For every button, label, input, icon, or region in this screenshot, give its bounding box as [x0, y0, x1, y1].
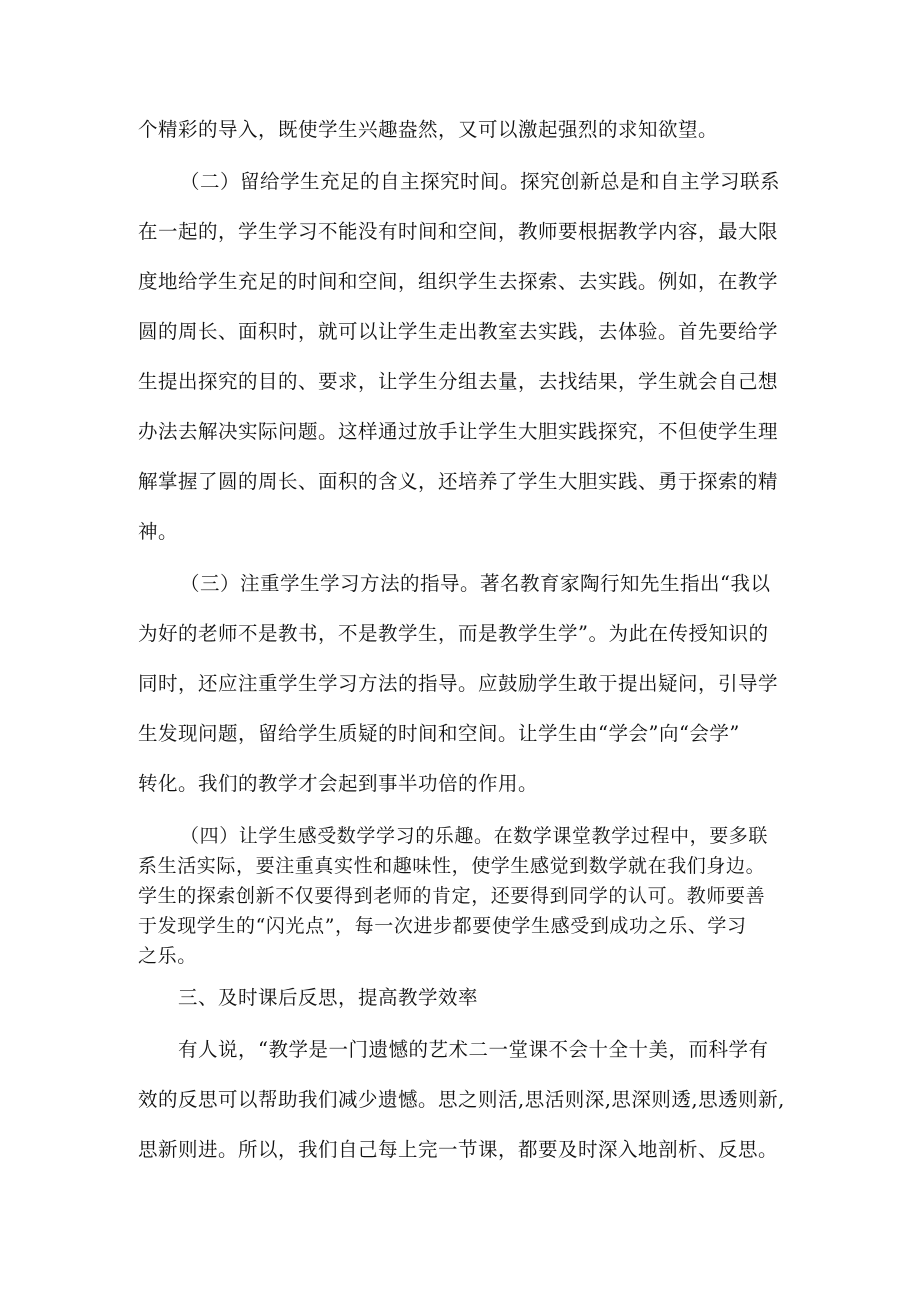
- paragraph-line: 效的反思可以帮助我们减少遗憾。思之则活,思活则深,思深则透,思透则新,: [138, 1088, 785, 1111]
- paragraph-line: 度地给学生充足的时间和空间，组织学生去探索、去实践。例如，在教学: [138, 270, 779, 293]
- paragraph-line: （二）留给学生充足的自主探究时间。探究创新总是和自主学习联系: [180, 170, 781, 193]
- paragraph-line: 个精彩的导入，既使学生兴趣盎然，又可以激起强烈的求知欲望。: [138, 118, 719, 141]
- paragraph-line: 思新则进。所以，我们自己每上完一节课，都要及时深入地剖析、反思。: [138, 1138, 779, 1161]
- paragraph-line: 之乐。: [138, 945, 197, 967]
- paragraph-line: 同时，还应注重学生学习方法的指导。应鼓励学生敢于提出疑问，引导学: [138, 672, 779, 695]
- paragraph-line: （四）让学生感受数学学习的乐趣。在数学课堂教学过程中，要多联: [180, 825, 769, 847]
- paragraph-line: 生发现问题，留给学生质疑的时间和空间。让学生由“学会”向“会学”: [138, 722, 740, 745]
- paragraph-line: 解掌握了圆的周长、面积的含义，还培养了学生大胆实践、勇于探索的精: [138, 470, 779, 493]
- paragraph-line: 转化。我们的教学才会起到事半功倍的作用。: [138, 772, 539, 795]
- paragraph-line: 生提出探究的目的、要求，让学生分组去量，去找结果，学生就会自己想: [138, 370, 779, 393]
- section-heading: 三、及时课后反思，提高教学效率: [178, 986, 479, 1009]
- paragraph-line: 神。: [138, 520, 179, 543]
- paragraph-line: 圆的周长、面积时，就可以让学生走出教室去实践，去体验。首先要给学: [138, 320, 779, 343]
- paragraph-line: 于发现学生的“闪光点”，每一次进步都要使学生感受到成功之乐、学习: [138, 915, 747, 937]
- paragraph-line: 学生的探索创新不仅要得到老师的肯定，还要得到同学的认可。教师要善: [138, 885, 766, 907]
- paragraph-line: （三）注重学生学习方法的指导。著名教育家陶行知先生指出“我以: [180, 572, 771, 595]
- paragraph-line: 为好的老师不是教书，不是教学生，而是教学生学”。为此在传授知识的: [138, 622, 769, 645]
- paragraph-line: 有人说，“教学是一门遗憾的艺术二一堂课不会十全十美，而科学有: [178, 1038, 769, 1061]
- paragraph-line: 办法去解决实际问题。这样通过放手让学生大胆实践探究，不但使学生理: [138, 420, 779, 443]
- paragraph-line: 系生活实际，要注重真实性和趣味性，使学生感觉到数学就在我们身边。: [138, 855, 766, 877]
- paragraph-line: 在一起的，学生学习不能没有时间和空间，教师要根据教学内容，最大限: [138, 220, 779, 243]
